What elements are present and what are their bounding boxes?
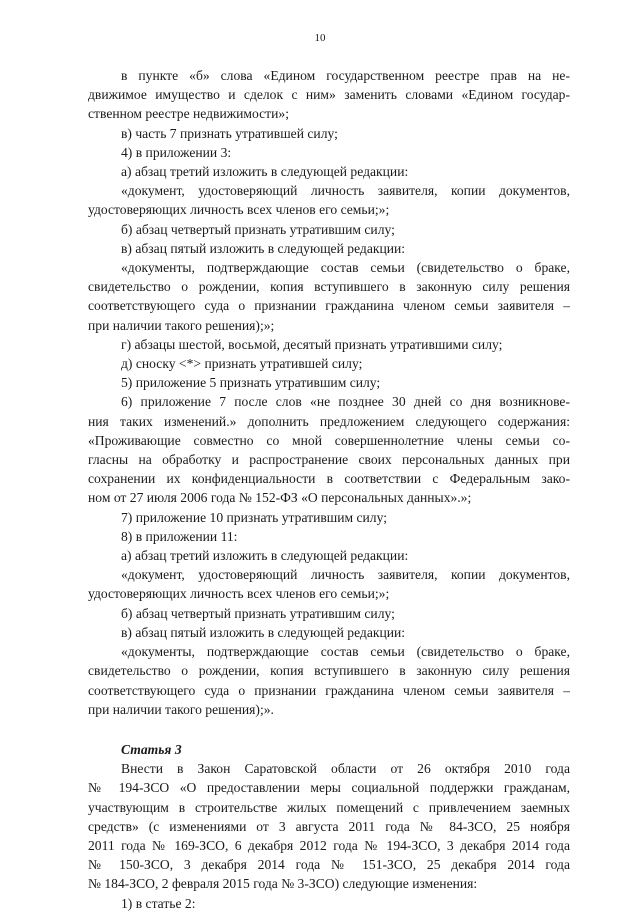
text-line: удостоверяющих личность всех членов его семьи;»; <box>88 586 390 602</box>
text-line: г) абзацы шестой, восьмой, десятый признать утратившими силу; <box>121 336 503 352</box>
text-line: 8) в приложении 11: <box>121 528 238 544</box>
document-body <box>88 66 570 913</box>
article-3-block <box>88 759 570 913</box>
text-line: ственном реестре недвижимости»; <box>88 106 289 122</box>
text-line: средств» (с изменениями от 3 августа 2011 года № 84-ЗСО, 25 ноября <box>88 818 570 834</box>
text-line: свидетельство о рождении, копия вступившего в законную силу решения <box>88 279 570 295</box>
text-line: 5) приложение 5 признать утратившим силу; <box>121 375 381 391</box>
text-line: ном от 27 июля 2006 года № 152-ФЗ «О персональных данных».»; <box>88 490 472 506</box>
text-line: № 150-ЗСО, 3 декабря 2014 года № 151-ЗСО, 25 декабря 2014 года <box>88 857 570 873</box>
text-line: 2011 года № 169-ЗСО, 6 декабря 2012 года № 194-ЗСО, 3 декабря 2014 года <box>88 837 570 853</box>
article-heading: Статья 3 <box>121 741 182 757</box>
text-line: сохранении их конфиденциальности в соответствии с Федеральным зако- <box>88 471 570 487</box>
text-line: соответствующего суда о признании гражданина членом семьи заявителя – <box>88 682 570 698</box>
text-line: а) абзац третий изложить в следующей редакции: <box>121 164 409 180</box>
text-line: 1) в статье 2: <box>121 895 196 911</box>
text-line: 4) в приложении 3: <box>121 144 232 160</box>
text-line: а) абзац третий изложить в следующей редакции: <box>121 548 409 564</box>
text-line: соответствующего суда о признании гражданина членом семьи заявителя – <box>88 298 570 314</box>
text-line: 6) приложение 7 после слов «не позднее 30 дней со дня возникнове- <box>121 394 570 410</box>
text-line: № 184-ЗСО, 2 февраля 2015 года № 3-ЗСО) следующие изменения: <box>88 876 478 892</box>
text-line: Внести в Закон Саратовской области от 26 октября 2010 года <box>121 761 570 777</box>
text-line: в) часть 7 признать утратившей силу; <box>121 125 338 141</box>
text-line: б) абзац четвертый признать утратившим силу; <box>121 605 395 621</box>
text-line: в пункте «б» слова «Едином государственном реестре прав на не- <box>121 68 570 83</box>
text-line: в) абзац пятый изложить в следующей редакции: <box>121 240 406 256</box>
text-line: движимое имущество и сделок с ним» заменить словами «Едином государ- <box>88 87 570 103</box>
text-line: «документы, подтверждающие состав семьи (свидетельство о браке, <box>121 260 570 276</box>
text-line: при наличии такого решения);». <box>88 701 274 717</box>
text-line: при наличии такого решения);»; <box>88 317 275 333</box>
text-line: № 194-ЗСО «О предоставлении меры социальной поддержки гражданам, <box>88 780 570 796</box>
text-line: удостоверяющих личность всех членов его семьи;»; <box>88 202 390 218</box>
page-number: 10 <box>314 32 326 44</box>
text-line: свидетельство о рождении, копия вступившего в законную силу решения <box>88 663 570 679</box>
text-line: д) сноску <*> признать утратившей силу; <box>121 356 363 372</box>
text-line: «документы, подтверждающие состав семьи (свидетельство о браке, <box>121 644 570 660</box>
text-line: участвующим в строительстве жилых помещений с привлечением заемных <box>88 799 570 815</box>
text-line: «документ, удостоверяющий личность заявителя, копии документов, <box>121 183 570 199</box>
text-line: «документ, удостоверяющий личность заявителя, копии документов, <box>121 567 570 583</box>
text-line: б) абзац четвертый признать утратившим силу; <box>121 221 395 237</box>
text-line: ния таких изменений.» дополнить предложением следующего содержания: <box>88 413 570 429</box>
section-gap <box>88 719 570 740</box>
text-line: гласны на обработку и распространение своих персональных данных при <box>88 452 570 468</box>
text-line: «Проживающие совместно со мной совершеннолетние члены семьи со- <box>88 432 570 448</box>
text-line: 7) приложение 10 признать утратившим силу; <box>121 509 387 525</box>
amendments-block <box>88 66 570 719</box>
text-line: в) абзац пятый изложить в следующей редакции: <box>121 624 406 640</box>
